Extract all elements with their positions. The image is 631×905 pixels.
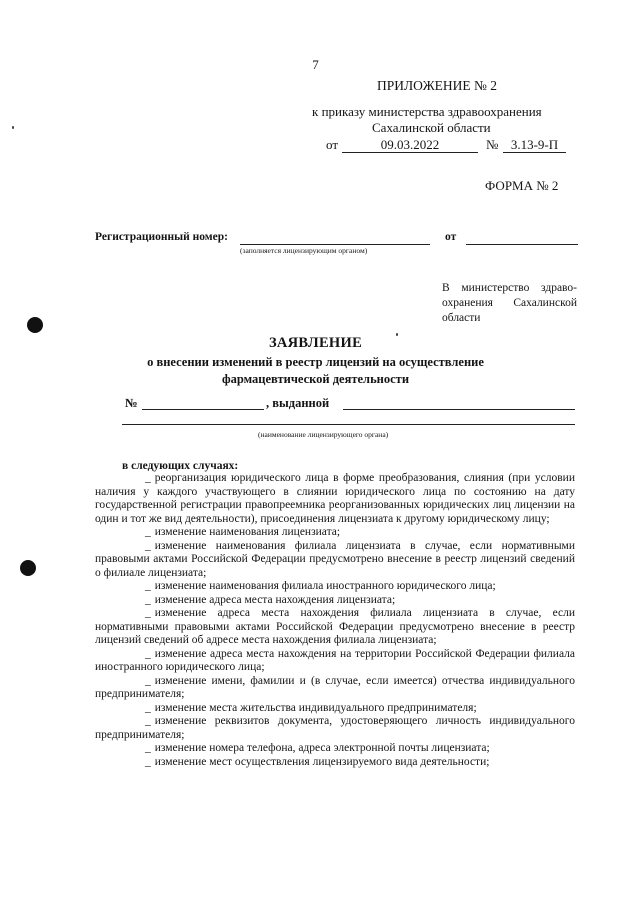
registration-number-field[interactable] xyxy=(240,244,430,245)
order-reference-line1: к приказу министерства здравоохранения xyxy=(312,104,542,119)
checkbox-marker[interactable]: _ xyxy=(145,607,151,619)
list-item: _ изменение адреса места нахождения лицензиата; xyxy=(95,594,575,608)
checkbox-marker[interactable]: _ xyxy=(145,715,151,727)
registration-date-field[interactable] xyxy=(466,244,578,245)
licensing-organ-hint: (наименование лицензирующего органа) xyxy=(258,430,389,439)
appendix-title: ПРИЛОЖЕНИЕ № 2 xyxy=(377,78,498,93)
list-item: _ изменение наименования филиала иностранного юридического лица; xyxy=(95,580,575,594)
list-item: _ изменение наименования лицензиата; xyxy=(95,526,575,540)
license-number-label: № xyxy=(125,396,138,410)
checkbox-marker[interactable]: _ xyxy=(145,647,151,660)
order-number-prefix: № xyxy=(486,137,499,152)
checkbox-marker[interactable]: _ xyxy=(145,742,151,754)
registration-hint: (заполняется лицензирующим органом) xyxy=(240,246,368,255)
list-item: _ изменение реквизитов документа, удостоверяющего личность индивидуального предпринимателя; xyxy=(95,715,575,741)
cases-label: в следующих случаях: xyxy=(122,460,239,472)
list-item: _ изменение адреса места нахождения филиала лицензиата в случае, если нормативными правовыми актами Российской Федерации предусмотрено внесение в реестр лицензий сведений об адресе места нахождения филиала лицензиата; xyxy=(95,607,575,646)
checkbox-marker[interactable]: _ xyxy=(145,472,151,484)
punch-hole-bottom xyxy=(20,560,36,576)
checkbox-marker[interactable]: _ xyxy=(145,580,151,592)
scan-speck xyxy=(12,126,14,129)
list-item: _ изменение адреса места нахождения на территории Российской Федерации филиала иностранного юридического лица; xyxy=(95,647,575,673)
document-title: ЗАЯВЛЕНИЕ xyxy=(268,335,363,351)
order-number: 3.13-9-П xyxy=(503,137,566,153)
order-reference-line2: Сахалинской области xyxy=(372,120,491,135)
checkbox-marker[interactable]: _ xyxy=(145,701,151,714)
list-item: _ изменение места жительства индивидуального предпринимателя; xyxy=(95,702,575,716)
list-item: _ изменение мест осуществления лицензируемого вида деятельности; xyxy=(95,756,575,770)
page-number: 7 xyxy=(312,57,319,72)
registration-number-label: Регистрационный номер: xyxy=(95,231,228,243)
checkbox-marker[interactable]: _ xyxy=(145,539,151,552)
order-date: 09.03.2022 xyxy=(342,137,478,153)
license-issuer-field-continued[interactable] xyxy=(122,424,575,425)
form-number: ФОРМА № 2 xyxy=(485,178,559,193)
order-date-prefix: от xyxy=(326,137,339,152)
list-item: _ изменение номера телефона, адреса электронной почты лицензиата; xyxy=(95,742,575,756)
change-cases-list xyxy=(95,472,575,769)
checkbox-marker[interactable]: _ xyxy=(145,526,151,538)
punch-hole-top xyxy=(27,317,43,333)
list-item: _ изменение имени, фамилии и (в случае, если имеется) отчества индивидуального предпринимателя; xyxy=(95,674,575,700)
checkbox-marker[interactable]: _ xyxy=(145,755,151,768)
checkbox-marker[interactable]: _ xyxy=(145,593,151,606)
license-issuer-field[interactable] xyxy=(343,409,575,410)
list-item: _ изменение наименования филиала лицензиата в случае, если нормативными правовыми актами Российской Федерации предусмотрено внесение в реестр лицензий сведений о филиале лицензиата; xyxy=(95,539,575,579)
document-subtitle-line1: о внесении изменений в реестр лицензий на осуществление xyxy=(147,355,484,369)
checkbox-marker[interactable]: _ xyxy=(145,674,151,687)
registration-date-prefix: от xyxy=(445,231,457,243)
addressee: В министерство здраво-охранения Сахалинской области xyxy=(442,282,577,324)
license-issued-label: , выданной xyxy=(266,396,330,410)
list-item: _ реорганизация юридического лица в форме преобразования, слияния (при условии наличия у каждого участвующего в слиянии юридического лица по состоянию на дату государственной регистрации правопреемника реорганизованных юридических лиц лицензии на один и тот же вид деятельности), присоединения лицензиата к другому юридическому лицу; xyxy=(95,472,575,525)
license-number-field[interactable] xyxy=(142,409,264,410)
document-subtitle-line2: фармацевтической деятельности xyxy=(221,372,410,386)
